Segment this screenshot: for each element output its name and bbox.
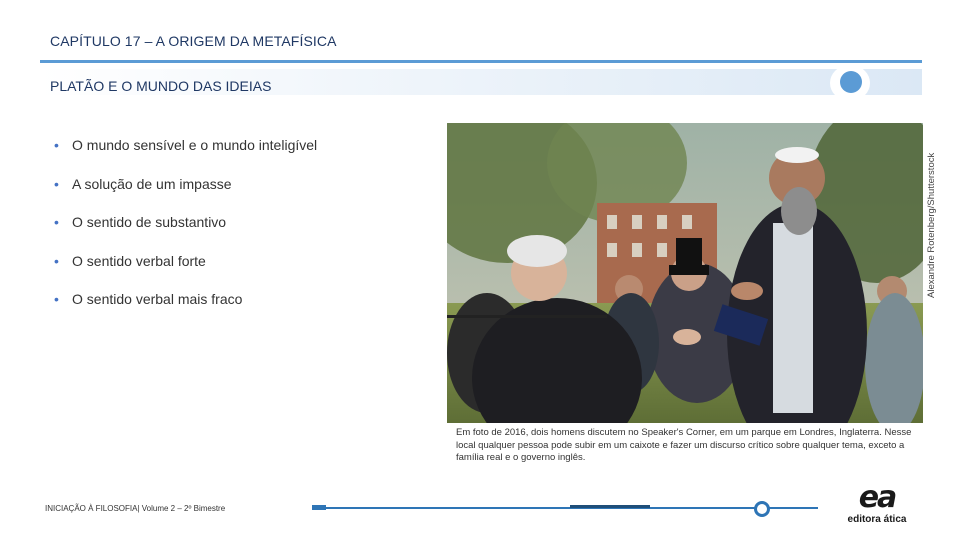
logo-name: editora ática [847,514,907,525]
photo-caption: Em foto de 2016, dois homens discutem no Speaker's Corner, em um parque em Londres, Inglaterra. Nesse local qualquer pessoa pode subir em um caixote e fazer um discurso crítico sobre qualquer tema, exceto a família real e o governo inglês. [456,427,912,463]
topic-list [52,132,317,325]
footer-course-label: INICIAÇÃO À FILOSOFIA| Volume 2 – 2º Bimestre [45,504,226,513]
footer-line-segment [570,505,650,508]
logo-mark: ea [858,480,896,515]
chapter-title: CAPÍTULO 17 – A ORIGEM DA METAFÍSICA [50,33,337,49]
list-item-label: O sentido verbal mais fraco [72,291,243,307]
list-item [52,286,317,325]
section-badge [830,66,870,100]
footer-node-icon [754,501,770,517]
chapter-divider [40,60,922,63]
speakers-corner-photo [447,123,923,423]
list-item [52,171,317,210]
section-title: PLATÃO E O MUNDO DAS IDEIAS [50,78,272,94]
list-item-label: O sentido verbal forte [72,252,206,269]
bullet-icon: • [54,175,59,192]
footer-progress-line [312,507,818,509]
list-item-label: A solução de um impasse [72,175,232,192]
list-item [52,209,317,248]
bullet-icon: • [54,291,59,307]
list-item-label: O sentido de substantivo [72,214,227,230]
list-item [52,248,317,287]
bullet-icon: • [54,137,59,153]
photo-credit: Alexandre Rotenberg/Shutterstock [926,152,937,298]
list-item [52,132,317,171]
circle-icon [840,71,862,93]
footer-line-start [312,505,326,510]
bullet-icon: • [54,252,59,269]
bullet-icon: • [54,214,59,230]
list-item-label: O mundo sensível e o mundo inteligível [72,137,318,153]
publisher-logo [840,480,914,531]
photo-illustration [447,123,923,423]
